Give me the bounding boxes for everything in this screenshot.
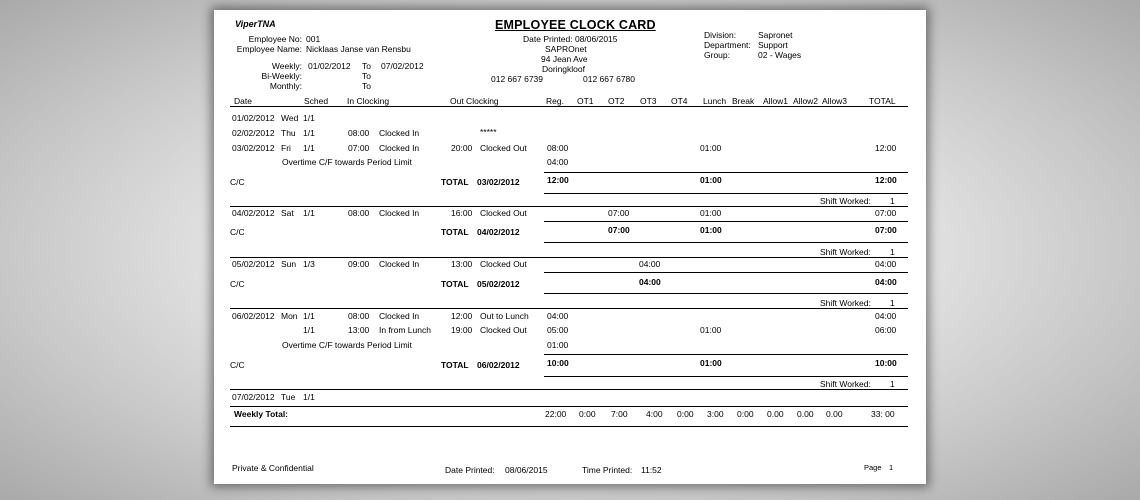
overtime-note: Overtime C/F towards Period Limit <box>282 340 412 350</box>
weekly-total-allow3: 0.00 <box>826 409 843 419</box>
row-out-label: Clocked Out <box>480 208 527 218</box>
total-reg: 12:00 <box>547 175 569 185</box>
row-reg: 04:00 <box>547 311 569 321</box>
total-total: 12:00 <box>875 175 897 185</box>
row-sched: 1/3 <box>303 259 315 269</box>
row-out-time: 13:00 <box>451 259 473 269</box>
weekly-label: Weekly: <box>271 61 302 71</box>
subtotal-rule <box>544 354 908 355</box>
row-out-time: 16:00 <box>451 208 473 218</box>
row-in-label: Clocked In <box>379 311 420 321</box>
weekly-from: 01/02/2012 <box>308 61 351 71</box>
carry-forward: C/C <box>230 177 245 187</box>
row-in-label: Clocked In <box>379 128 420 138</box>
row-day: Sat <box>281 208 294 218</box>
company-name: SAPROnet <box>545 44 587 54</box>
row-reg: 08:00 <box>547 143 569 153</box>
shift-worked-label: Shift Worked: <box>820 196 871 206</box>
day-divider <box>230 257 908 258</box>
date-printed-header: Date Printed: 08/06/2015 <box>523 34 618 44</box>
weekly-total-ot2: 7:00 <box>611 409 628 419</box>
biweekly-to-label: To <box>362 71 371 81</box>
company-phone-1: 012 667 6739 <box>491 74 543 84</box>
row-out-time: 20:00 <box>451 143 473 153</box>
weekly-total-bottom-rule <box>230 426 908 427</box>
row-reg: 05:00 <box>547 325 569 335</box>
company-address-2: Doringkloof <box>542 64 585 74</box>
total-date: 03/02/2012 <box>477 177 520 187</box>
col-allow3: Allow3 <box>822 96 848 106</box>
weekly-total-reg: 22:00 <box>545 409 567 419</box>
row-in-time: 08:00 <box>348 128 370 138</box>
confidential-note: Private & Confidential <box>232 463 314 473</box>
company-phone-2: 012 667 6780 <box>583 74 635 84</box>
row-lunch: 01:00 <box>700 143 722 153</box>
col-in-clocking: In Clocking <box>347 96 390 106</box>
row-in-time: 08:00 <box>348 311 370 321</box>
row-date: 06/02/2012 <box>232 311 275 321</box>
weekly-total-break: 0:00 <box>737 409 754 419</box>
page-title: EMPLOYEE CLOCK CARD <box>495 18 656 32</box>
weekly-total-ot1: 0:00 <box>579 409 596 419</box>
weekly-total-allow2: 0.00 <box>797 409 814 419</box>
row-day: Wed <box>281 113 299 123</box>
row-total: 07:00 <box>875 208 897 218</box>
total-label: TOTAL <box>441 227 469 237</box>
row-in-time: 07:00 <box>348 143 370 153</box>
total-date: 04/02/2012 <box>477 227 520 237</box>
total-total: 04:00 <box>875 277 897 287</box>
row-total: 04:00 <box>875 311 897 321</box>
col-ot4: OT4 <box>671 96 688 106</box>
row-sched: 1/1 <box>303 208 315 218</box>
carry-forward: C/C <box>230 279 245 289</box>
weekly-total-lunch: 3:00 <box>707 409 724 419</box>
col-date: Date <box>234 96 252 106</box>
company-address-1: 94 Jean Ave <box>541 54 588 64</box>
clock-card-page <box>214 10 926 484</box>
subtotal-rule <box>544 172 908 173</box>
row-lunch: 01:00 <box>700 325 722 335</box>
row-in-label: Clocked In <box>379 208 420 218</box>
row-sched: 1/1 <box>303 143 315 153</box>
col-total: TOTAL <box>869 96 896 106</box>
row-in-label: Clocked In <box>379 259 420 269</box>
row-date: 05/02/2012 <box>232 259 275 269</box>
subtotal-rule <box>544 242 908 243</box>
row-out-label: Clocked Out <box>480 143 527 153</box>
row-lunch: 01:00 <box>700 208 722 218</box>
shift-worked-label: Shift Worked: <box>820 247 871 257</box>
subtotal-rule <box>544 221 908 222</box>
weekly-total-ot3: 4:00 <box>646 409 663 419</box>
row-sched: 1/1 <box>303 311 315 321</box>
row-date: 03/02/2012 <box>232 143 275 153</box>
weekly-total-ot4: 0:00 <box>677 409 694 419</box>
total-label: TOTAL <box>441 177 469 187</box>
carry-forward: C/C <box>230 360 245 370</box>
overtime-reg: 01:00 <box>547 340 569 350</box>
total-total: 07:00 <box>875 225 897 235</box>
total-date: 06/02/2012 <box>477 360 520 370</box>
total-lunch: 01:00 <box>700 358 722 368</box>
col-allow2: Allow2 <box>793 96 819 106</box>
row-in-time: 13:00 <box>348 325 370 335</box>
col-out-clocking: Out Clocking <box>450 96 499 106</box>
page-number: 1 <box>889 463 894 472</box>
shift-worked-value: 1 <box>890 298 895 308</box>
row-day: Fri <box>281 143 291 153</box>
row-ot3: 04:00 <box>639 259 661 269</box>
department: Support <box>758 40 788 50</box>
page-number-label: Page <box>864 463 882 472</box>
row-date: 04/02/2012 <box>232 208 275 218</box>
col-ot3: OT3 <box>640 96 657 106</box>
employee-no-label: Employee No: <box>248 34 302 44</box>
row-out-time: ***** <box>480 127 497 137</box>
row-in-label: In from Lunch <box>379 325 431 335</box>
col-reg: Reg. <box>546 96 564 106</box>
col-ot1: OT1 <box>577 96 594 106</box>
total-total: 10:00 <box>875 358 897 368</box>
division: Sapronet <box>758 30 793 40</box>
overtime-reg: 04:00 <box>547 157 569 167</box>
footer-date-label: Date Printed: <box>445 465 495 475</box>
subtotal-rule <box>544 293 908 294</box>
row-out-label: Clocked Out <box>480 325 527 335</box>
weekly-total-allow1: 0.00 <box>767 409 784 419</box>
row-out-label: Clocked Out <box>480 259 527 269</box>
row-sched: 1/1 <box>303 392 315 402</box>
col-allow1: Allow1 <box>763 96 789 106</box>
shift-worked-label: Shift Worked: <box>820 379 871 389</box>
group: 02 - Wages <box>758 50 802 60</box>
employee-no: 001 <box>306 34 321 44</box>
total-lunch: 01:00 <box>700 225 722 235</box>
col-lunch: Lunch <box>703 96 727 106</box>
employee-name: Nicklaas Janse van Rensbu <box>306 44 411 54</box>
weekly-total-total: 33: 00 <box>871 409 895 419</box>
total-reg: 10:00 <box>547 358 569 368</box>
monthly-label: Monthly: <box>269 81 302 91</box>
row-day: Thu <box>281 128 296 138</box>
biweekly-label: Bi-Weekly: <box>261 71 302 81</box>
row-date: 02/02/2012 <box>232 128 275 138</box>
footer-time-label: Time Printed: <box>582 465 633 475</box>
row-date: 01/02/2012 <box>232 113 275 123</box>
row-total: 06:00 <box>875 325 897 335</box>
division-label: Division: <box>704 30 737 40</box>
total-label: TOTAL <box>441 279 469 289</box>
subtotal-rule <box>544 376 908 377</box>
monthly-to-label: To <box>362 81 371 91</box>
row-day: Mon <box>281 311 298 321</box>
col-sched: Sched <box>304 96 329 106</box>
row-sched: 1/1 <box>303 113 315 123</box>
total-label: TOTAL <box>441 360 469 370</box>
total-lunch: 01:00 <box>700 175 722 185</box>
header-divider <box>230 106 908 107</box>
shift-worked-value: 1 <box>890 247 895 257</box>
row-in-label: Clocked In <box>379 143 420 153</box>
weekly-to: 07/02/2012 <box>381 61 424 71</box>
row-day: Tue <box>281 392 296 402</box>
subtotal-rule <box>544 193 908 194</box>
total-ot3: 04:00 <box>639 277 661 287</box>
shift-worked-label: Shift Worked: <box>820 298 871 308</box>
row-in-time: 09:00 <box>348 259 370 269</box>
footer-date: 08/06/2015 <box>505 465 548 475</box>
day-divider <box>230 308 908 309</box>
overtime-note: Overtime C/F towards Period Limit <box>282 157 412 167</box>
weekly-to-label: To <box>362 61 371 71</box>
day-divider <box>230 206 908 207</box>
weekly-total-top-rule <box>230 406 908 407</box>
row-total: 04:00 <box>875 259 897 269</box>
row-day: Sun <box>281 259 297 269</box>
col-break: Break <box>732 96 755 106</box>
subtotal-rule <box>544 272 908 273</box>
department-label: Department: <box>704 40 751 50</box>
shift-worked-value: 1 <box>890 379 895 389</box>
row-ot2: 07:00 <box>608 208 630 218</box>
row-out-label: Out to Lunch <box>480 311 529 321</box>
total-date: 05/02/2012 <box>477 279 520 289</box>
row-out-time: 12:00 <box>451 311 473 321</box>
total-ot2: 07:00 <box>608 225 630 235</box>
row-out-time: 19:00 <box>451 325 473 335</box>
footer-time: 11:52 <box>641 465 662 475</box>
shift-worked-value: 1 <box>890 196 895 206</box>
weekly-total-label: Weekly Total: <box>234 409 289 419</box>
day-divider <box>230 389 908 390</box>
row-in-time: 08:00 <box>348 208 370 218</box>
row-sched: 1/1 <box>303 325 315 335</box>
brand-logo: ViperTNA <box>235 19 276 29</box>
col-ot2: OT2 <box>608 96 625 106</box>
row-sched: 1/1 <box>303 128 315 138</box>
carry-forward: C/C <box>230 227 245 237</box>
row-date: 07/02/2012 <box>232 392 275 402</box>
group-label: Group: <box>704 50 730 60</box>
row-total: 12:00 <box>875 143 897 153</box>
employee-name-label: Employee Name: <box>236 44 302 54</box>
